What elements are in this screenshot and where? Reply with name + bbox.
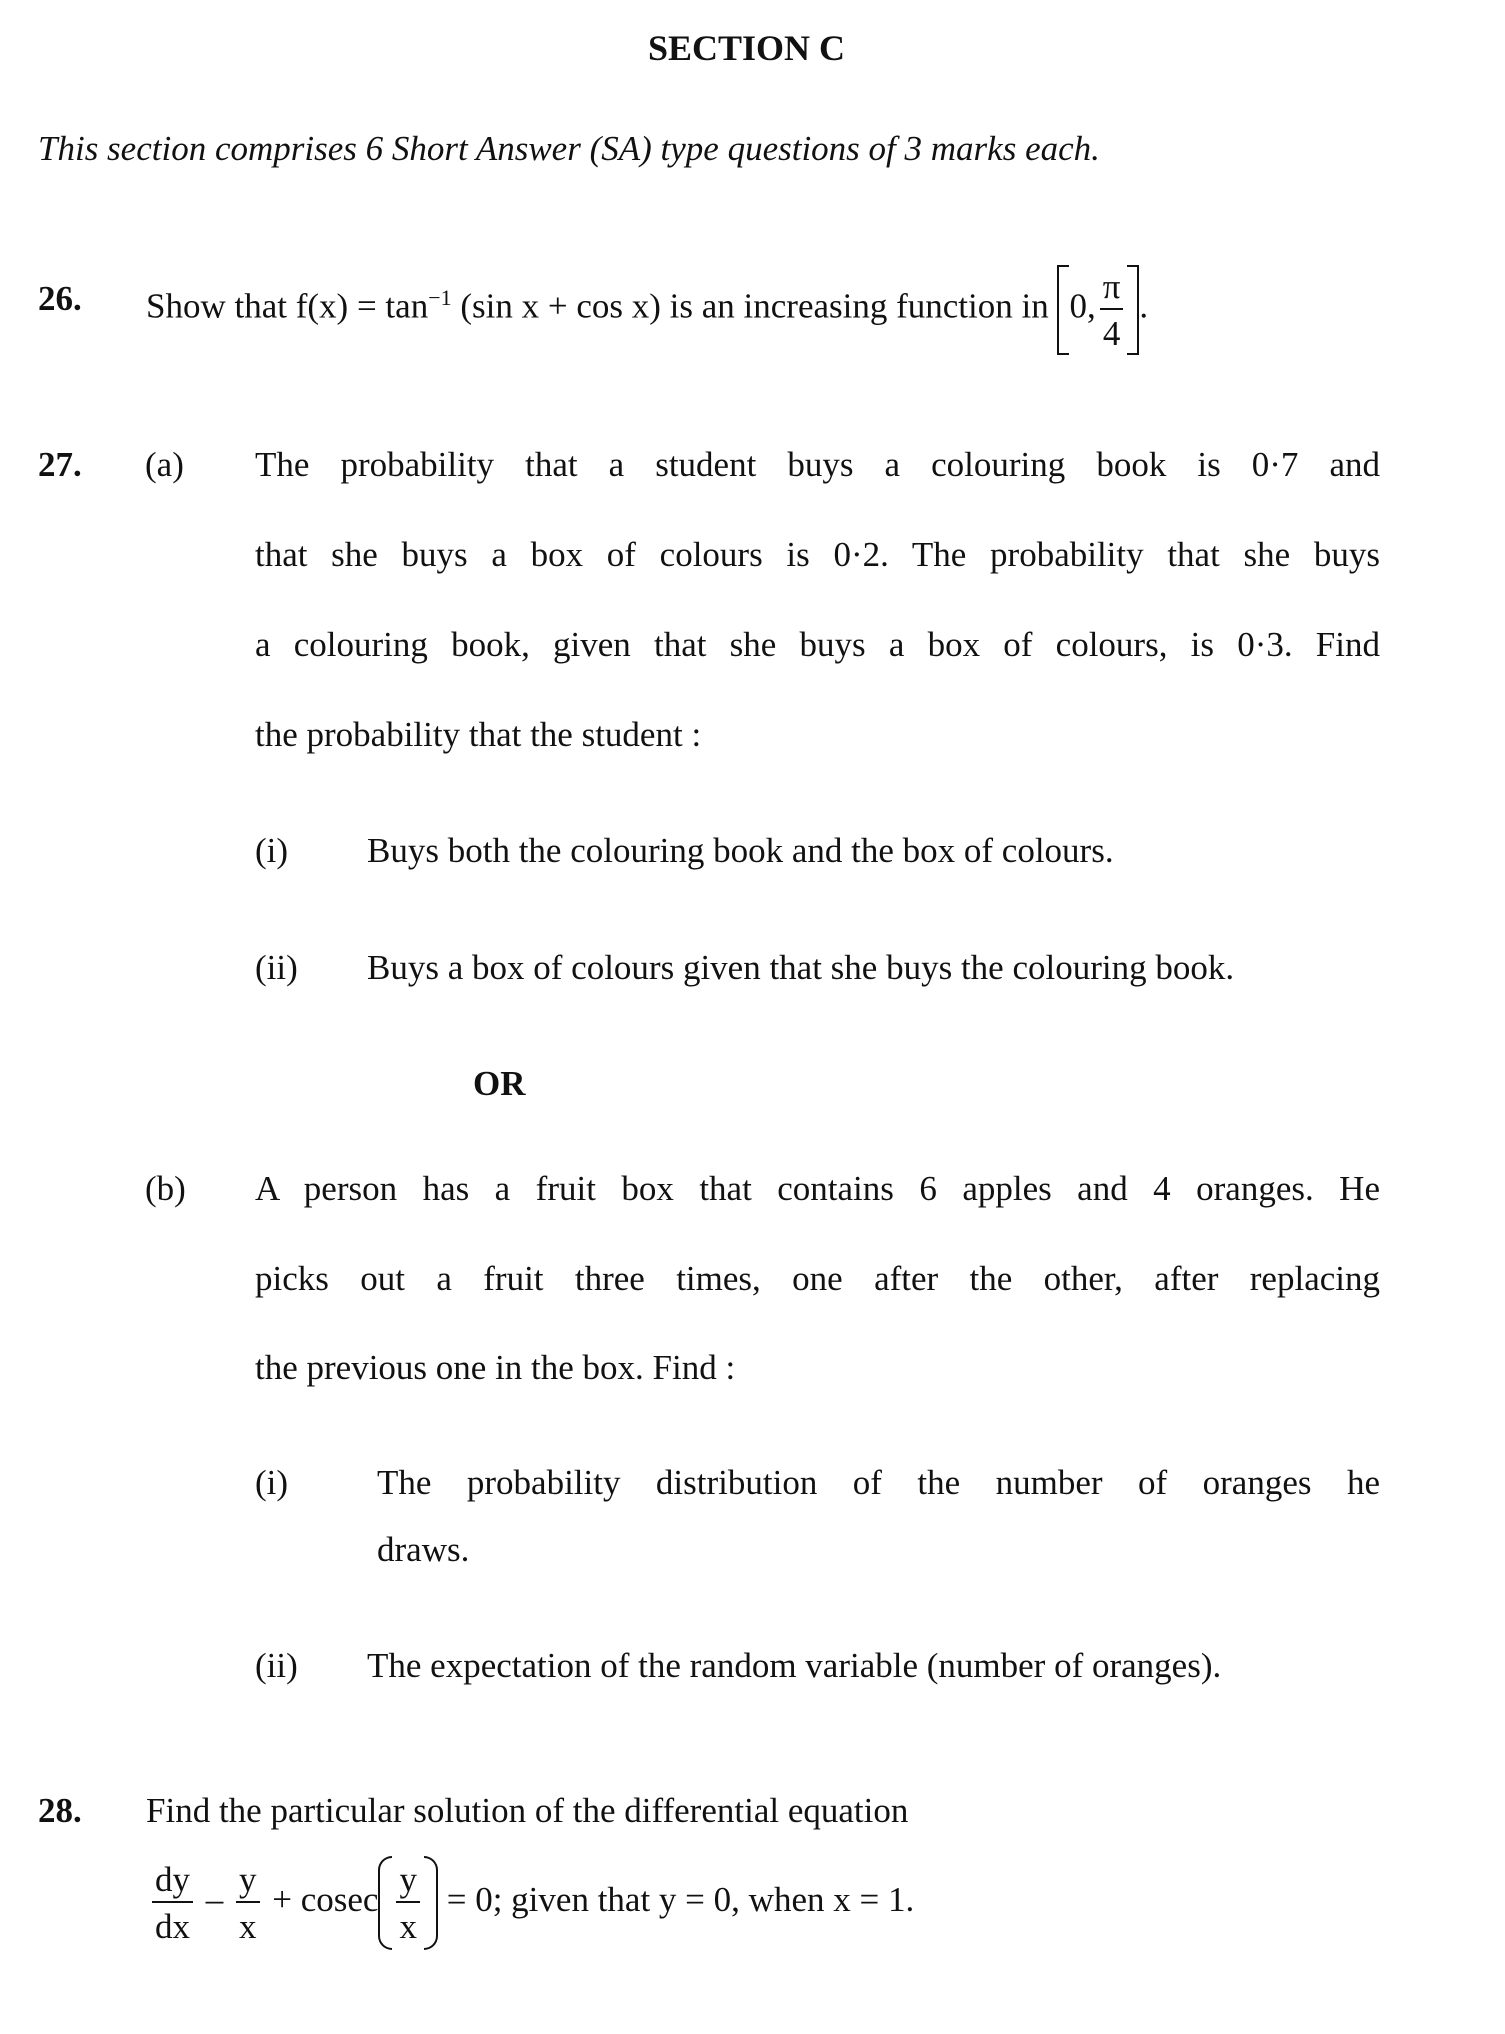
q27a-line-3: a colouring book, given that she buys a box of colours, is 0·3. Find (255, 625, 1380, 664)
section-title: SECTION C (648, 28, 846, 68)
numerator: π (1100, 269, 1124, 310)
dy-dx (152, 1859, 193, 1946)
numerator: y (236, 1862, 260, 1903)
q27a-line-2: that she buys a box of colours is 0·2. The probability that she buys (255, 535, 1380, 574)
denominator: dx (155, 1906, 190, 1946)
cosec-term: + cosec (272, 1880, 379, 1919)
numerator: dy (152, 1862, 193, 1903)
differential-equation (148, 1850, 914, 1950)
left-paren (378, 1856, 392, 1950)
question-number-27: 27. (38, 445, 82, 484)
part-b-label: (b) (145, 1169, 186, 1208)
denominator: x (239, 1906, 257, 1946)
q27b-ii-label: (ii) (255, 1646, 298, 1685)
right-bracket (1127, 265, 1139, 355)
q26-exponent: −1 (428, 285, 452, 310)
q27b-i-line-1: The probability distribution of the number of oranges he (377, 1463, 1380, 1502)
question-number-26: 26. (38, 279, 82, 318)
q27b-line-3: the previous one in the box. Find : (255, 1348, 736, 1387)
q27b-i-line-2: draws. (377, 1530, 470, 1569)
q27b-ii-text: The expectation of the random variable (number of oranges). (367, 1646, 1222, 1685)
part-a-label: (a) (145, 445, 184, 484)
q27a-line-1: The probability that a student buys a colouring book is 0·7 and (255, 445, 1380, 484)
q27a-ii-label: (ii) (255, 948, 298, 987)
denominator: 4 (1102, 313, 1121, 353)
q27b-line-1: A person has a fruit box that contains 6 apples and 4 oranges. He (255, 1169, 1380, 1208)
q28-text: Find the particular solution of the differential equation (146, 1791, 909, 1830)
y-over-x-arg (396, 1859, 420, 1946)
q27a-i-label: (i) (255, 831, 289, 870)
numerator: y (396, 1862, 420, 1903)
pi-over-4 (1100, 266, 1124, 353)
denominator: x (399, 1906, 417, 1946)
q27b-line-2: picks out a fruit three times, one after the other, after replacing (255, 1259, 1380, 1298)
section-intro: This section comprises 6 Short Answer (SA) type questions of 3 marks each. (38, 129, 1100, 168)
interval-start: 0, (1069, 286, 1096, 326)
q26-period: . (1139, 286, 1149, 326)
question-number-28: 28. (38, 1791, 82, 1830)
question-26 (146, 252, 1148, 355)
q27a-ii-text: Buys a box of colours given that she buys the colouring book. (367, 948, 1235, 987)
q27b-i-label: (i) (255, 1463, 289, 1502)
q26-lead: Show that f(x) = tan (146, 286, 429, 326)
equation-condition: = 0; given that y = 0, when x = 1. (446, 1880, 915, 1919)
q26-mid: (sin x + cos x) is an increasing function in (451, 286, 1049, 326)
left-bracket (1057, 265, 1069, 355)
minus-sign: – (205, 1880, 224, 1919)
or-divider: OR (473, 1064, 526, 1103)
q27a-i-text: Buys both the colouring book and the box of colours. (367, 831, 1114, 870)
right-paren (424, 1856, 438, 1950)
y-over-x (236, 1859, 260, 1946)
q27a-line-4: the probability that the student : (255, 715, 702, 754)
